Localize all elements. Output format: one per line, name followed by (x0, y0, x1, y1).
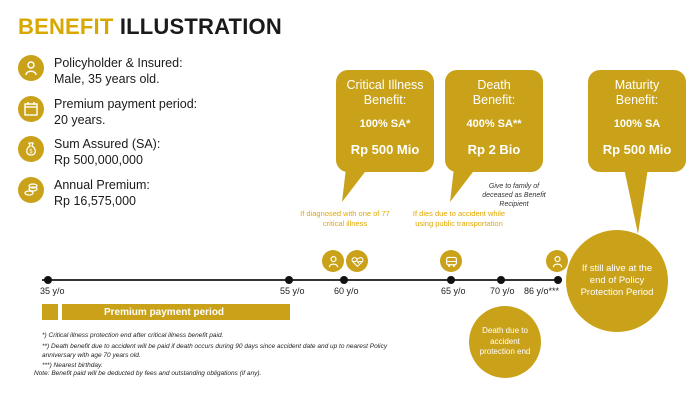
death-end-circle-text: Death due to accident protection end (479, 326, 531, 357)
tick-label-35: 35 y/o (40, 286, 65, 296)
tick-label-86: 86 y/o*** (524, 286, 560, 296)
info-policyholder-label: Policyholder & Insured: (54, 56, 183, 70)
tick-label-70: 70 y/o (490, 286, 515, 296)
footnote-note: Note: Benefit paid will be deducted by fees and outstanding obligations (if any). (34, 370, 262, 377)
info-annual-premium (54, 177, 150, 209)
footnote-1: *) Critical illness protection end after critical illness benefit paid. (42, 332, 224, 339)
maturity-bubble-tail (618, 168, 658, 236)
person-maturity-icon (546, 250, 568, 272)
svg-text:$: $ (29, 148, 33, 155)
maturity-pct: 100% SA (613, 118, 661, 130)
timeline-dot-55 (285, 276, 293, 284)
timeline-line (42, 279, 562, 281)
premium-period-marker (42, 304, 58, 320)
timeline-dot-70 (497, 276, 505, 284)
info-sum-assured-label: Sum Assured (SA): (54, 137, 161, 151)
alive-circle-text: If still alive at the end of Policy Protection Period (580, 263, 654, 298)
death-bubble (445, 70, 543, 172)
critical-illness-amount: Rp 500 Mio (350, 142, 420, 157)
tick-label-60: 60 y/o (334, 286, 359, 296)
critical-illness-bubble-tail (336, 168, 376, 204)
timeline-dot-65 (447, 276, 455, 284)
tick-label-55: 55 y/o (280, 286, 305, 296)
premium-period-label: Premium payment period (104, 306, 225, 318)
info-annual-premium-value: Rp 16,575,000 (54, 194, 137, 208)
info-policyholder (54, 55, 183, 87)
footnote-3: ***) Nearest birthday. (42, 362, 103, 369)
maturity-head1: Maturity (614, 78, 660, 92)
maturity-head2: Benefit: (615, 93, 659, 107)
recipient-note: Give to family of deceased as Benefit Recipient (482, 183, 546, 208)
dies-note: If dies due to accident while using public transportation (412, 209, 506, 228)
premium-period-bar (62, 304, 290, 320)
calendar-icon (18, 96, 44, 122)
death-head2: Benefit: (472, 93, 516, 107)
info-sum-assured (54, 136, 160, 168)
critical-illness-pct: 100% SA* (359, 118, 411, 130)
timeline-dot-35 (44, 276, 52, 284)
footnotes (42, 331, 422, 370)
info-annual-premium-label: Annual Premium: (54, 178, 150, 192)
death-pct: 400% SA** (466, 118, 522, 130)
person-timeline-icon (322, 250, 344, 272)
death-amount: Rp 2 Bio (467, 142, 521, 157)
info-premium-period-value: 20 years. (54, 113, 106, 127)
info-premium-period-label: Premium payment period: (54, 97, 198, 111)
critical-illness-bubble (336, 70, 434, 172)
maturity-bubble (588, 70, 686, 172)
page-title (18, 14, 282, 40)
footnote-2: **) Death benefit due to accident will be paid if death occurs during 90 days since accident date and up to nearest Policy anniversary with age 70 years old. (42, 343, 388, 359)
death-head1: Death (477, 78, 511, 92)
bus-icon (440, 250, 462, 272)
timeline-dot-60 (340, 276, 348, 284)
info-policyholder-value: Male, 35 years old. (54, 72, 160, 86)
title-benefit: BENEFIT (18, 14, 114, 39)
timeline-dot-86 (554, 276, 562, 284)
critical-illness-head2: Benefit: (363, 93, 407, 107)
money-bag-icon (18, 136, 44, 162)
coins-icon (18, 177, 44, 203)
alive-circle (566, 230, 668, 332)
death-end-circle (469, 306, 541, 378)
title-illustration: ILLUSTRATION (119, 14, 282, 39)
diagnosed-note: If diagnosed with one of 77 critical illness (300, 209, 390, 228)
heartbeat-icon (346, 250, 368, 272)
person-icon (18, 55, 44, 81)
maturity-amount: Rp 500 Mio (602, 142, 672, 157)
critical-illness-head1: Critical Illness (346, 78, 424, 92)
info-premium-period (54, 96, 197, 128)
tick-label-65: 65 y/o (441, 286, 466, 296)
info-sum-assured-value: Rp 500,000,000 (54, 153, 143, 167)
